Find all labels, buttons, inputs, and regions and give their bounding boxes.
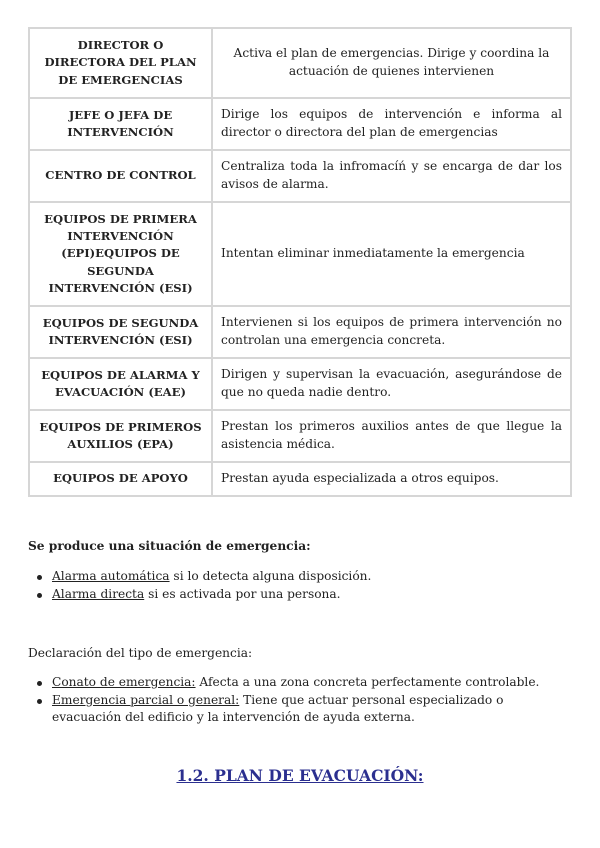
list-item: [28, 692, 573, 727]
emergency-situation-heading: Se produce una situación de emergencia:: [28, 539, 311, 553]
role-cell: DIRECTOR O DIRECTORA DEL PLAN DE EMERGENCIAS: [29, 28, 212, 98]
emergency-types-list: [28, 674, 573, 727]
table-row: [29, 98, 571, 150]
list-item-text: Tiene que actuar personal especializado o evacuación del edificio y la intervención de ayuda externa.: [52, 692, 504, 725]
list-item-text: si es activada por una persona.: [144, 586, 341, 601]
list-item-term: Conato de emergencia:: [52, 675, 196, 689]
role-cell: EQUIPOS DE PRIMERA INTERVENCIÓN (EPI)EQUIPOS DE SEGUNDA INTERVENCIÓN (ESI): [29, 202, 212, 306]
bullet-icon: [37, 681, 42, 686]
description-cell: Intervienen si los equipos de primera intervención no controlan una emergencia concreta.: [212, 306, 571, 358]
table-row: [29, 306, 571, 358]
role-cell: JEFE O JEFA DE INTERVENCIÓN: [29, 98, 212, 150]
description-cell: Prestan los primeros auxilios antes de que llegue la asistencia médica.: [212, 410, 571, 462]
table-row: [29, 410, 571, 462]
list-item: [28, 586, 573, 604]
list-item-text: si lo detecta alguna disposición.: [169, 569, 372, 583]
section-heading: 1.2. PLAN DE EVACUACIÓN:: [176, 766, 424, 785]
table-row: [29, 462, 571, 496]
description-cell: Dirigen y supervisan la evacuación, asegurándose de que no queda nadie dentro.: [212, 358, 571, 410]
bullet-icon: [37, 699, 42, 704]
role-cell: EQUIPOS DE PRIMEROS AUXILIOS (EPA): [29, 410, 212, 462]
table-row: [29, 150, 571, 202]
role-cell: CENTRO DE CONTROL: [29, 150, 212, 202]
list-item-term: Alarma directa: [52, 586, 145, 601]
description-cell: Prestan ayuda especializada a otros equipos.: [212, 462, 571, 496]
list-item-term: Alarma automática: [52, 569, 170, 583]
bullet-icon: [37, 593, 42, 598]
emergency-type-heading: Declaración del tipo de emergencia:: [28, 646, 253, 660]
list-item: [28, 674, 573, 692]
bullet-icon: [37, 575, 42, 580]
table-row: [29, 28, 571, 98]
role-cell: EQUIPOS DE APOYO: [29, 462, 212, 496]
description-cell: Intentan eliminar inmediatamente la emergencia: [212, 202, 571, 306]
role-cell: EQUIPOS DE ALARMA Y EVACUACIÓN (EAE): [29, 358, 212, 410]
table-row: [29, 358, 571, 410]
list-item-term: Emergencia parcial o general:: [52, 692, 240, 707]
list-item: [28, 568, 573, 586]
description-cell: Activa el plan de emergencias. Dirige y coordina la actuación de quienes intervienen: [212, 28, 571, 98]
table-row: [29, 202, 571, 306]
description-cell: Dirige los equipos de intervención e informa al director o directora del plan de emergencias: [212, 98, 571, 150]
role-cell: EQUIPOS DE SEGUNDA INTERVENCIÓN (ESI): [29, 306, 212, 358]
alarm-types-list: [28, 568, 573, 603]
description-cell: Centraliza toda la infromacíń y se encarga de dar los avisos de alarma.: [212, 150, 571, 202]
emergency-roles-table: [28, 27, 572, 497]
list-item-text: Afecta a una zona concreta perfectamente controlable.: [195, 675, 540, 689]
